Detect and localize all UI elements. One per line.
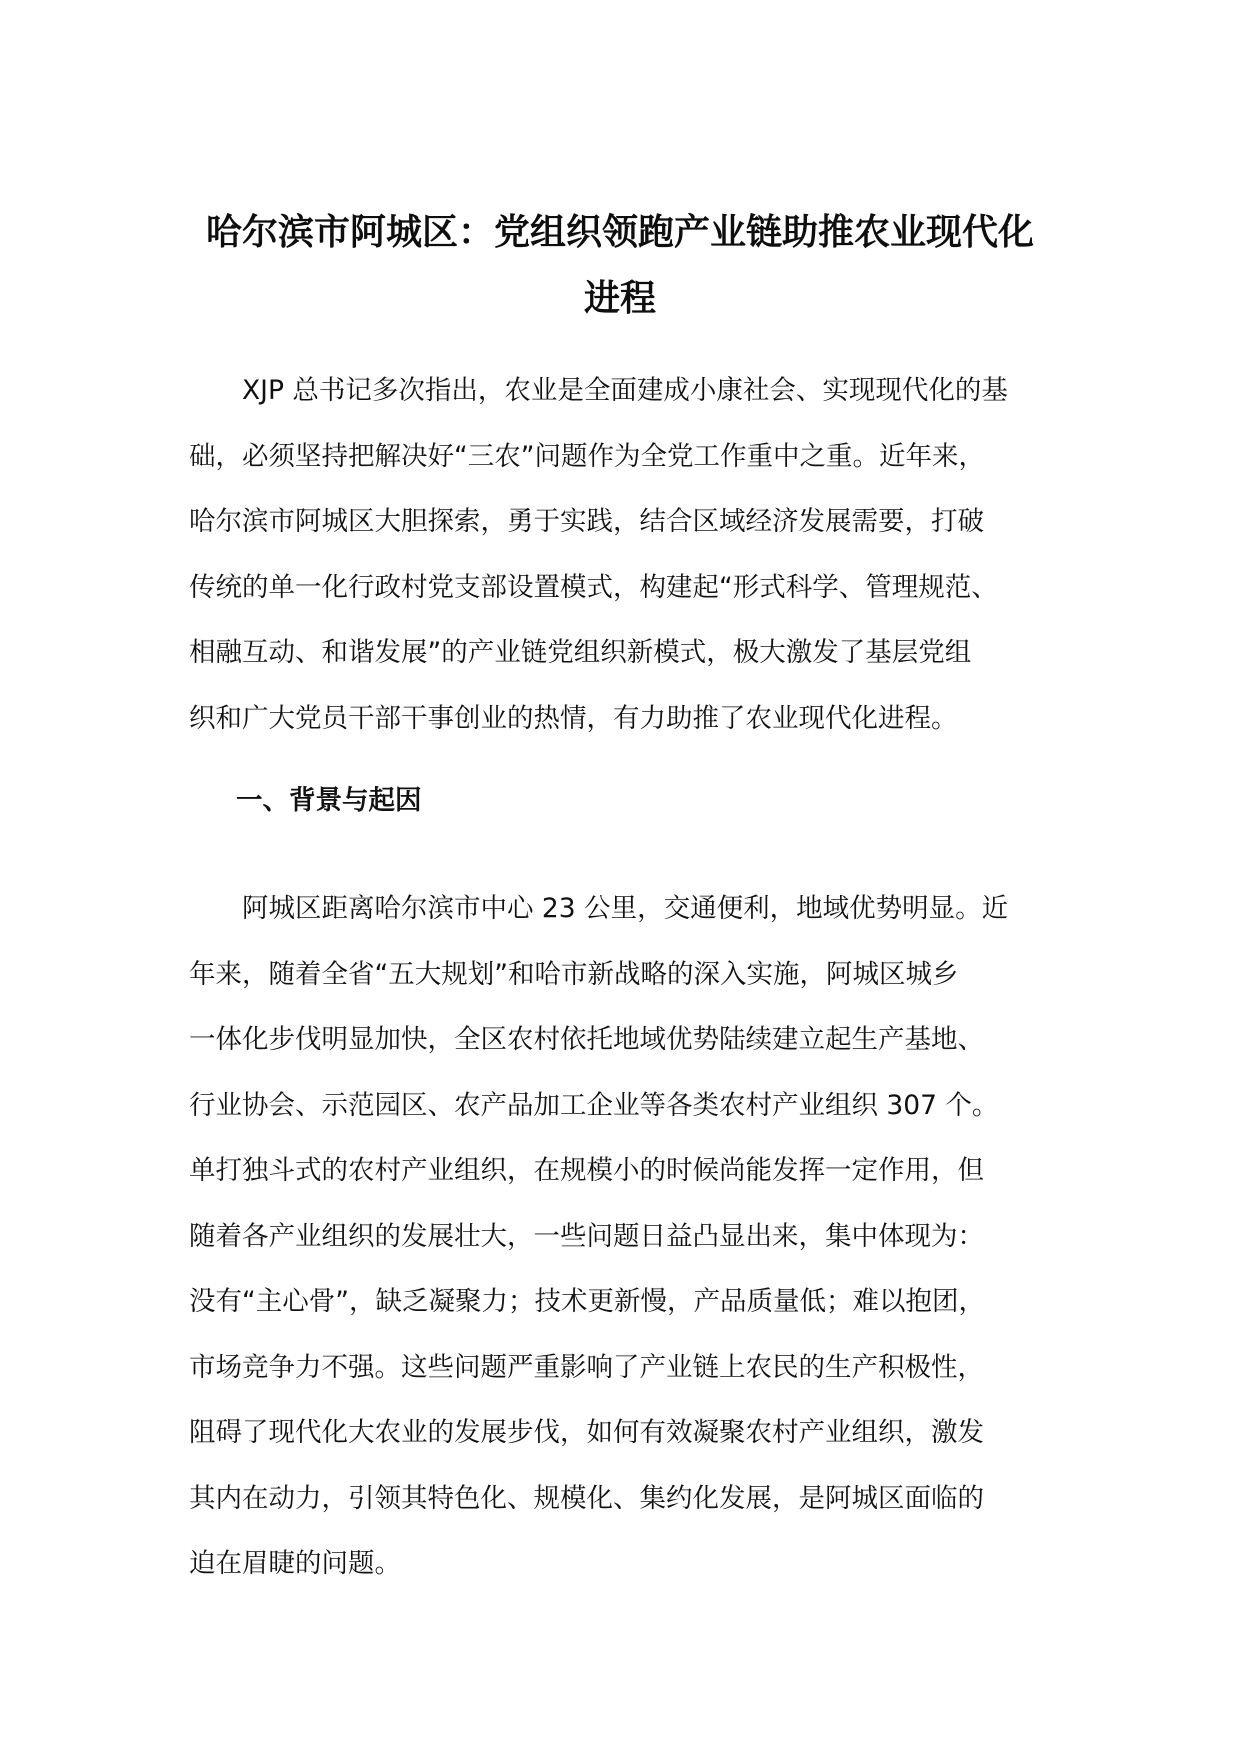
text-line: 迫在眉睫的问题。 bbox=[189, 1548, 401, 1579]
text-line: 行业协会、示范园区、农产品加工企业等各类农村产业组织 307 个。 bbox=[189, 1089, 999, 1121]
text-line: 阿城区距离哈尔滨市中心 23 公里，交通便利，地域优势明显。近 bbox=[242, 893, 1009, 924]
text-line: 没有“主心骨”，缺乏凝聚力；技术更新慢，产品质量低；难以抱团， bbox=[189, 1286, 985, 1317]
text-line: 织和广大党员干部干事创业的热情，有力助推了农业现代化进程。 bbox=[189, 702, 958, 734]
text-line: 传统的单一化行政村党支部设置模式，构建起“形式科学、管理规范、 bbox=[189, 571, 998, 603]
text-line: 础，必须坚持把解决好“三农”问题作为全党工作重中之重。近年来， bbox=[189, 440, 985, 472]
text-line: 一体化步伐明显加快，全区农村依托地域优势陆续建立起生产基地、 bbox=[189, 1024, 984, 1055]
text-line: 哈尔滨市阿城区大胆探索，勇于实践，结合区域经济发展需要，打破 bbox=[189, 506, 984, 537]
text-line: XJP 总书记多次指出，农业是全面建成小康社会、实现现代化的基 bbox=[242, 375, 1008, 406]
text-line: 年来，随着全省“五大规划”和哈市新战略的深入实施，阿城区城乡 bbox=[189, 958, 959, 990]
text-line: 阻碍了现代化大农业的发展步伐，如何有效凝聚农村产业组织，激发 bbox=[189, 1417, 984, 1448]
text-line: 市场竞争力不强。这些问题严重影响了产业链上农民的生产积极性， bbox=[189, 1351, 984, 1383]
text-line: 相融互动、和谐发展”的产业链党组织新模式，极大激发了基层党组 bbox=[189, 637, 972, 668]
intro-paragraph bbox=[189, 358, 1069, 751]
text-line: 单打独斗式的农村产业组织，在规模小的时候尚能发挥一定作用，但 bbox=[189, 1155, 984, 1186]
text-line: 随着各产业组织的发展壮大，一些问题日益凸显出来，集中体现为： bbox=[189, 1220, 984, 1252]
section-paragraph bbox=[189, 876, 1069, 1597]
text-line: 其内在动力，引领其特色化、规模化、集约化发展，是阿城区面临的 bbox=[189, 1482, 984, 1514]
title-line: 进程 bbox=[583, 278, 656, 319]
title-line: 哈尔滨市阿城区：党组织领跑产业链助推农业现代化 bbox=[205, 212, 1034, 253]
section-heading: 一、背景与起因 bbox=[236, 785, 422, 816]
document-title bbox=[180, 200, 1060, 332]
